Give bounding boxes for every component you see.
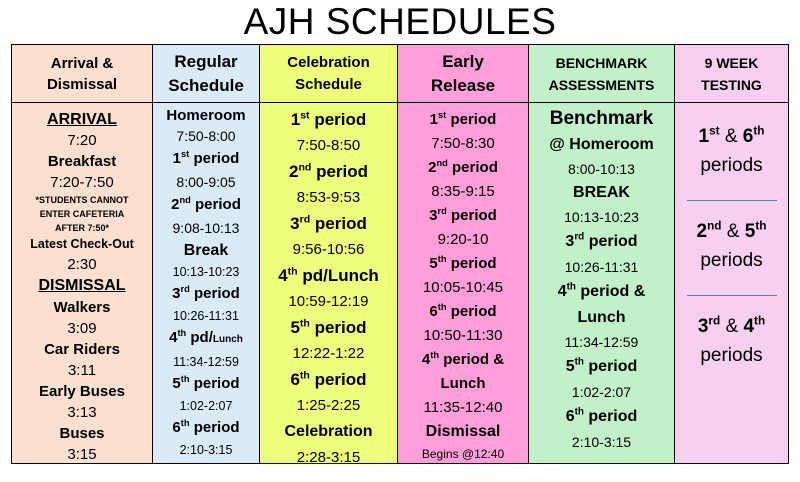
testing-group-2-label: 2nd & 5th [696, 219, 767, 242]
regular-period-3-time: 10:26-11:31 [173, 309, 239, 323]
benchmark-period-4-time: 11:34-12:59 [564, 334, 639, 350]
column-9-week-testing [675, 45, 788, 463]
testing-separator-1 [687, 200, 777, 201]
celebration-period-3-label: 3rd period [290, 213, 367, 233]
early-dismissal-time: Begins @12:40 [421, 447, 505, 461]
celebration-period-1-time: 7:50-8:50 [296, 137, 361, 154]
walkers-time: 3:09 [67, 320, 97, 337]
benchmark-lunch-label: Lunch [577, 309, 626, 326]
early-period-5-time: 10:05-10:45 [422, 279, 504, 296]
page-title: AJH SCHEDULES [243, 1, 557, 42]
regular-break-label: Break [183, 242, 229, 259]
celebration-period-2-time: 8:53-9:53 [296, 189, 361, 206]
testing-group-1-label: 1st & 6th [698, 124, 765, 147]
breakfast-label: Breakfast [47, 153, 117, 170]
testing-group-1-periods: periods [700, 155, 763, 176]
benchmark-period-3-time: 10:26-11:31 [564, 259, 639, 275]
regular-period-3-label: 3rd period [172, 284, 240, 302]
celebration-period-2-label: 2nd period [288, 161, 369, 181]
cafeteria-note-line-2: ENTER CAFETERIA [39, 209, 125, 219]
benchmark-break-label: BREAK [573, 184, 630, 201]
column-arrival-dismissal [12, 45, 153, 463]
header-9-week-testing: 9 WEEK TESTING [675, 45, 788, 103]
celebration-period-4-time: 10:59-12:19 [288, 293, 369, 310]
regular-period-2-time: 9:08-10:13 [172, 220, 240, 236]
benchmark-time: 8:00-10:13 [568, 161, 635, 177]
checkout-label: Latest Check-Out [30, 237, 134, 251]
celebration-label: Celebration [284, 423, 373, 440]
regular-homeroom-label: Homeroom [166, 107, 246, 124]
arrival-heading: ARRIVAL [47, 111, 117, 128]
regular-break-time: 10:13-10:23 [172, 265, 240, 279]
regular-period-5-time: 1:02-2:07 [179, 399, 233, 413]
celebration-period-1-label: 1st period [290, 109, 367, 129]
regular-period-4-label: 4th pd/Lunch [169, 328, 243, 346]
early-period-3-label: 3rd period [429, 206, 497, 224]
header-early-release: Early Release [398, 45, 528, 103]
celebration-period-6-time: 1:25-2:25 [296, 397, 361, 414]
early-period-4-label: 4th period & [421, 350, 505, 368]
regular-period-2-label: 2nd period [171, 195, 241, 213]
arrival-time: 7:20 [67, 132, 97, 149]
benchmark-period-4-label: 4th period & [557, 281, 646, 300]
regular-homeroom-time: 7:50-8:00 [176, 128, 236, 144]
early-period-1-label: 1st period [429, 110, 497, 128]
early-buses-label: Early Buses [39, 383, 125, 400]
regular-period-1-label: 1st period [172, 149, 240, 167]
early-period-5-label: 5th period [429, 254, 497, 272]
early-period-3-time: 9:20-10 [437, 231, 489, 248]
regular-period-6-label: 6th period [172, 418, 240, 436]
early-period-1-time: 7:50-8:30 [431, 135, 495, 152]
buses-time: 3:15 [67, 446, 97, 463]
early-period-6-label: 6th period [429, 302, 497, 320]
regular-period-4-time: 11:34-12:59 [173, 355, 239, 369]
early-period-4-time: 11:35-12:40 [423, 399, 503, 416]
benchmark-period-6-label: 6th period [565, 406, 638, 425]
early-period-2-time: 8:35-9:15 [431, 183, 495, 200]
testing-group-3-label: 3rd & 4th [697, 314, 766, 337]
early-dismissal-label: Dismissal [425, 423, 501, 440]
buses-label: Buses [59, 425, 105, 442]
regular-period-1-time: 8:00-9:05 [176, 174, 236, 190]
celebration-period-5-time: 12:22-1:22 [292, 345, 365, 362]
column-benchmark-assessments [529, 45, 675, 463]
column-celebration-schedule [260, 45, 398, 466]
header-regular-schedule: Regular Schedule [153, 45, 259, 103]
cafeteria-note-line-3: AFTER 7:50* [54, 223, 109, 233]
early-period-2-label: 2nd period [428, 158, 498, 176]
early-lunch-label: Lunch [440, 375, 486, 392]
testing-separator-2 [687, 295, 777, 296]
celebration-time: 2:28-3:15 [296, 449, 361, 466]
celebration-period-5-label: 5th period [290, 317, 367, 337]
benchmark-period-5-time: 1:02-2:07 [571, 384, 632, 400]
cafeteria-note-line-1: *STUDENTS CANNOT [35, 195, 129, 205]
header-celebration-schedule: Celebration Schedule [260, 45, 397, 103]
column-early-release [398, 45, 529, 463]
regular-period-5-label: 5th period [172, 374, 240, 392]
early-buses-time: 3:13 [67, 404, 97, 421]
header-benchmark-assessments: BENCHMARK ASSESSMENTS [529, 45, 674, 103]
benchmark-period-6-time: 2:10-3:15 [571, 434, 632, 450]
celebration-period-3-time: 9:56-10:56 [292, 241, 365, 258]
checkout-time: 2:30 [67, 256, 97, 273]
schedule-table [11, 44, 789, 464]
testing-group-3-periods: periods [700, 345, 763, 366]
benchmark-period-3-label: 3rd period [565, 231, 638, 250]
celebration-period-4-label: 4th pd/Lunch [278, 265, 379, 285]
breakfast-time: 7:20-7:50 [50, 174, 114, 191]
benchmark-period-5-label: 5th period [565, 356, 638, 375]
early-period-6-time: 10:50-11:30 [423, 327, 503, 344]
benchmark-label: Benchmark [549, 108, 654, 129]
celebration-period-6-label: 6th period [290, 369, 367, 389]
column-regular-schedule [153, 45, 260, 463]
regular-period-6-time: 2:10-3:15 [179, 443, 233, 457]
benchmark-break-time: 10:13-10:23 [564, 209, 639, 225]
testing-group-2-periods: periods [700, 250, 763, 271]
header-arrival-dismissal: Arrival & Dismissal [12, 45, 152, 103]
dismissal-heading: DISMISSAL [38, 277, 126, 294]
car-riders-label: Car Riders [44, 341, 120, 358]
benchmark-homeroom-label: @ Homeroom [549, 136, 654, 153]
walkers-label: Walkers [53, 299, 111, 316]
car-riders-time: 3:11 [67, 362, 97, 379]
